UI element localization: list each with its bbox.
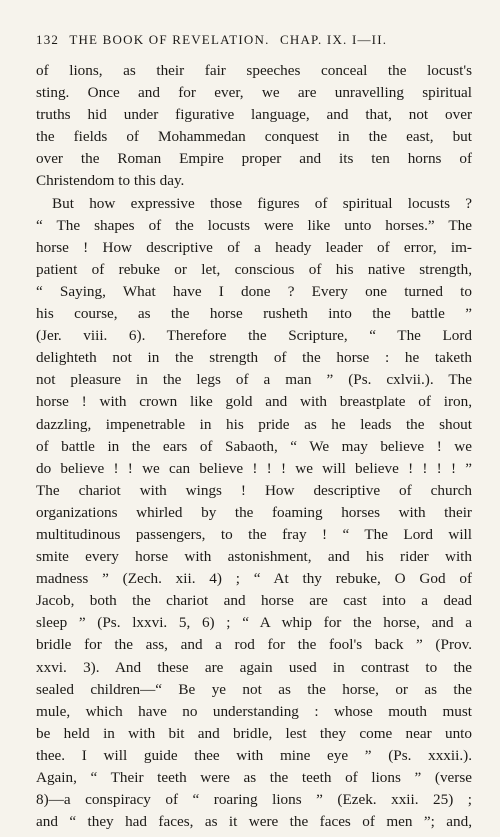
page-number: 132 [36,32,60,47]
text-line: and “ they had faces, as it were the faces of men ”; and, [36,813,472,831]
text-line: 8)—a conspiracy of “ roaring lions ” (Ezek. xxii. 25) ; [36,791,472,809]
text-line: The chariot with wings ! How descriptive of church [36,481,472,499]
text-line: be held in with bit and bridle, lest they come near unto [36,724,472,742]
text-line: xxvi. 3). And these are again used in contrast to the [36,658,472,676]
text-line: horse ! with crown like gold and with breastplate of iron, [36,393,472,411]
text-line: of battle in the ears of Sabaoth, “ We may believe ! we [36,437,472,455]
text-line: truths hid under figurative language, and that, not over [36,106,472,124]
text-line: (Jer. viii. 6). Therefore the Scripture, “ The Lord [36,327,472,345]
text-line: patient of rebuke or let, conscious of his native strength, [36,260,472,278]
text-line: madness ” (Zech. xii. 4) ; “ At thy rebuke, O God of [36,570,472,588]
text-line: not pleasure in the legs of a man ” (Ps. cxlvii.). The [36,371,472,389]
text-line: over the Roman Empire proper and its ten horns of [36,150,472,168]
text-line: mule, which have no understanding : whose mouth must [36,702,472,720]
text-line: multitudinous passengers, to the fray ! “ The Lord will [36,525,472,543]
running-header [36,32,476,48]
text-line: bridle for the ass, and a rod for the fool's back ” (Prov. [36,636,472,654]
text-line: dazzling, impenetrable in his pride as he leads the shout [36,415,472,433]
text-line: thee. I will guide thee with mine eye ” (Ps. xxxii.). [36,746,472,764]
chapter-reference: CHAP. IX. I—II. [279,32,388,47]
text-line: sting. Once and for ever, we are unravelling spiritual [36,84,472,102]
text-line: sleep ” (Ps. lxxvi. 5, 6) ; “ A whip for the horse, and a [36,614,472,632]
text-line: horse ! How descriptive of a heady leader of error, im- [36,238,472,256]
text-line: the fields of Mohammedan conquest in the east, but [36,128,472,146]
text-line: Christendom to this day. [36,172,185,190]
text-line: Again, “ Their teeth were as the teeth of lions ” (verse [36,769,472,786]
text-line: do believe ! ! we can believe ! ! ! we will believe ! ! ! ! ” [36,459,472,477]
text-line: of lions, as their fair speeches conceal the locust's [36,62,472,79]
text-line: “ Saying, What have I done ? Every one turned to [36,282,472,300]
text-line: “ The shapes of the locusts were like unto horses.” The [36,216,472,234]
body-text [36,60,472,833]
text-line: his course, as the horse rusheth into the battle ” [36,305,472,323]
text-line: sealed children—“ Be ye not as the horse, or as the [36,680,472,698]
paragraph-start-line: But how expressive those figures of spiritual locusts ? [52,194,472,212]
book-title: THE BOOK OF REVELATION. [69,32,270,47]
text-line: delighteth not in the strength of the horse : he taketh [36,349,472,367]
text-line: Jacob, both the chariot and horse are cast into a dead [36,592,472,610]
text-line: organizations whirled by the foaming horses with their [36,503,472,521]
text-line: smite every horse with astonishment, and his rider with [36,548,472,566]
